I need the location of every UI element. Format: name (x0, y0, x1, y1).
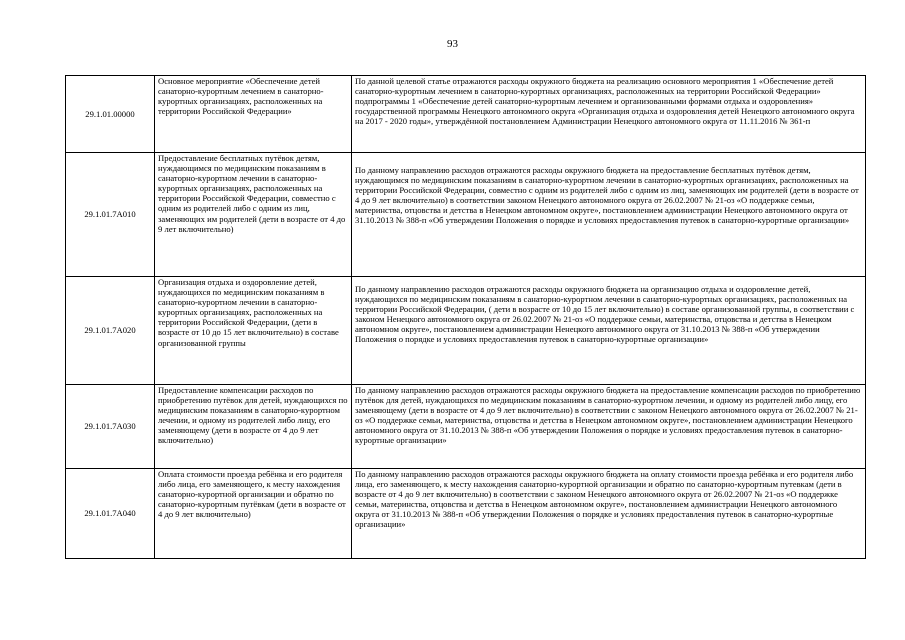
row-name: Оплата стоимости проезда ребёнка и его родителя либо лица, его заменяющего, к месту нахождения санаторно-курортной организации и обратно по санаторно-курортным путёвкам (дети в возрасте от 4 до 9 лет включительно) (155, 469, 352, 559)
row-code: 29.1.01.7А010 (66, 153, 155, 277)
row-code: 29.1.01.7А030 (66, 385, 155, 469)
row-description: По данному направлению расходов отражаются расходы окружного бюджета на предоставление бесплатных путёвок детям, нуждающимся по медицинским показаниям в санаторно-курортном лечении в санаторно-курортных организациях, расположенных на территории Российской Федерации, совместно с одним из родителей либо с одним из лиц, заменяющих им родителей (дети в возрасте от 4 до 9 лет включительно) в соответствии законом Ненецкого автономного округа от 26.02.2007 № 21-оз «О поддержке семьи, материнства, отцовства и детства в Ненецком автономном округе», постановлением администрации Ненецкого автономного округа от 31.10.2013 № 388-п «Об утверждении Положения о порядке и условиях предоставления путевок в санаторно-курортные организации» (352, 153, 866, 277)
row-description: По данному направлению расходов отражаются расходы окружного бюджета на предоставление компенсации расходов по приобретению путёвок для детей, нуждающихся по медицинским показаниям в санаторно-курортном лечении, и одному из родителей либо лицу, его заменяющему (дети в возрасте от 4 до 9 лет включительно) в соответствии с законом Ненецкого автономного округа от 26.02.2007 № 21-оз «О поддержке семьи, материнства, отцовства и детства в Ненецком автономном округе», постановлением администрации Ненецкого автономного округа от 31.10.2013 № 388-п «Об утверждении Положения о порядке и условиях предоставления путевок в санаторно-курортные организации» (352, 385, 866, 469)
row-code: 29.1.01.7А020 (66, 277, 155, 385)
row-code: 29.1.01.7А040 (66, 469, 155, 559)
row-code: 29.1.01.00000 (66, 76, 155, 153)
page-number: 93 (447, 38, 458, 50)
table-row (66, 469, 866, 559)
table-row (66, 153, 866, 277)
row-description: По данной целевой статье отражаются расходы окружного бюджета на реализацию основного мероприятия 1 «Обеспечение детей санаторно-курортным лечением в санаторно-курортных организациях, расположенных на территории Российской Федерации» подпрограммы 1 «Обеспечение детей санаторно-курортным лечением и организованными формами отдыха и оздоровления» государственной программы Ненецкого автономного округа «Организация отдыха и оздоровления детей Ненецкого автономного округа на 2017 - 2020 годы», утверждённой постановлением Администрации Ненецкого автономного округа от 11.11.2016 № 361-п (352, 76, 866, 153)
row-name: Основное мероприятие «Обеспечение детей санаторно-курортным лечением в санаторно-курортных организациях, расположенных на территории Российской Федерации» (155, 76, 352, 153)
row-description: По данному направлению расходов отражаются расходы окружного бюджета на организацию отдыха и оздоровление детей, нуждающихся по медицинским показаниям в санаторно-курортном лечении в санаторно-курортных организациях, расположенных на территории Российской Федерации, ( дети в возрасте от 10 до 15 лет включительно) в составе организованной группы, в соответствии с законом Ненецкого автономного округа от 26.02.2007 № 21-оз «О поддержке семьи, материнства, отцовства и детства в Ненецком автономном округе», постановлением администрации Ненецкого автономного округа от 31.10.2013 № 388-п «Об утверждении Положения о порядке и условиях предоставления путевок в санаторно-курортные организации» (352, 277, 866, 385)
row-name: Предоставление компенсации расходов по приобретению путёвок для детей, нуждающихся по медицинским показаниям в санаторно-курортном лечении, и одному из родителей либо лицу, его заменяющему (дети в возрасте от 4 до 9 лет включительно) (155, 385, 352, 469)
table-row (66, 385, 866, 469)
budget-classification-table (65, 75, 866, 559)
row-description: По данному направлению расходов отражаются расходы окружного бюджета на оплату стоимости проезда ребёнка и его родителя либо лица, его заменяющего, к месту нахождения санаторно-курортной организации и обратно по санаторно-курортным путевкам (дети в возрасте от 4 до 9 лет включительно) в соответствии с законом Ненецкого автономного округа от 26.02.2007 № 21-оз «О поддержке семьи, материнства, отцовства и детства в Ненецком автономном округе», постановлением администрации Ненецкого автономного округа от 31.10.2013 № 388-п «Об утверждении Положения о порядке и условиях предоставления путевок в санаторно-курортные организации» (352, 469, 866, 559)
table-row (66, 76, 866, 153)
row-name: Предоставление бесплатных путёвок детям, нуждающимся по медицинским показаниям в санаторно-курортном лечении в санаторно-курортных организациях, расположенных на территории Российской Федерации, совместно с одним из родителей либо с одним из лиц, заменяющих им родителей (дети в возрасте от 4 до 9 лет включительно) (155, 153, 352, 277)
row-name: Организация отдыха и оздоровление детей, нуждающихся по медицинским показаниям в санаторно-курортном лечении в санаторно-курортных организациях, расположенных на территории Российской Федерации, (дети в возрасте от 10 до 15 лет включительно) в составе организованной группы (155, 277, 352, 385)
table-row (66, 277, 866, 385)
